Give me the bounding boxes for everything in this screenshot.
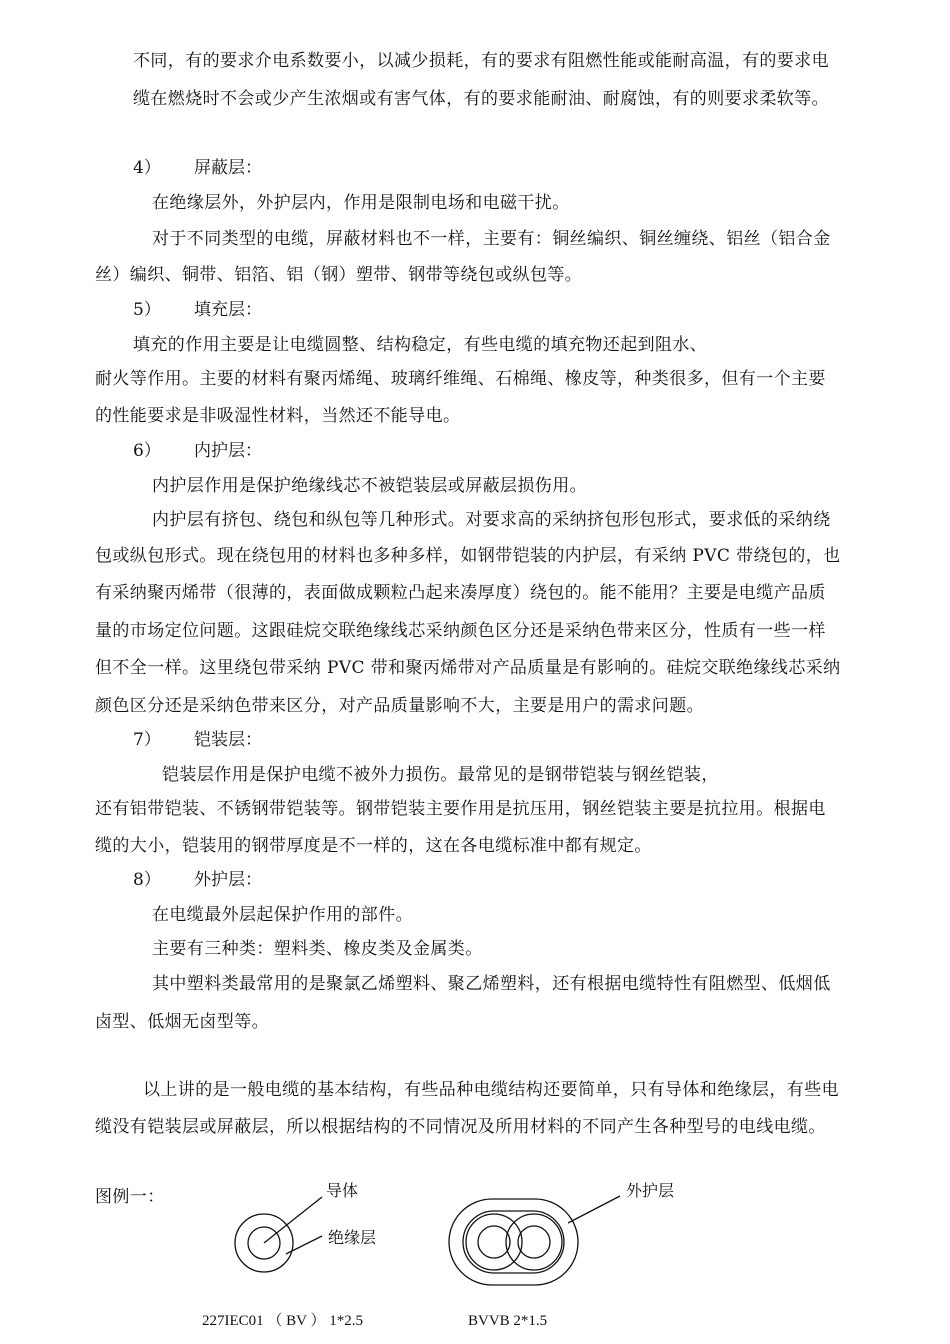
label-sheath: 外护层 [626,1181,675,1200]
paragraph-line: 缆的大小，铠装用的钢带厚度是不一样的，这在各电缆标准中都有规定。 [95,836,652,856]
paragraph-line: 还有铝带铠装、不锈钢带铠装等。钢带铠装主要作用是抗压用，钢丝铠装主要是抗拉用。根据电 [95,799,826,819]
paragraph-line: 内护层作用是保护绝缘线芯不被铠装层或屏蔽层损伤用。 [152,476,587,496]
core-2-conductor [518,1226,550,1258]
label-insulation: 绝缘层 [328,1228,377,1247]
paragraph-line: 颜色区分还是采纳色带来区分，对产品质量影响不大，主要是用户的需求问题。 [95,696,704,716]
label-conductor: 导体 [326,1181,359,1200]
section-number: 8） [133,870,161,890]
paragraph-line: 包或纵包形式。现在绕包用的材料也多种多样，如钢带铠装的内护层，有采纳 PVC 带绕包的，也 [95,546,841,566]
paragraph-line: 其中塑料类最常用的是聚氯乙烯塑料、聚乙烯塑料，还有根据电缆特性有阻燃型、低烟低 [152,974,831,994]
paragraph-line: 主要有三种类：塑料类、橡皮类及金属类。 [152,939,483,959]
section-number: 4） [133,158,161,178]
paragraph-line: 缆没有铠装层或屏蔽层，所以根据结构的不同情况及所用材料的不同产生各种型号的电线电缆。 [95,1117,826,1137]
section-heading: 屏蔽层： [194,158,262,178]
section-heading: 外护层： [194,870,262,890]
paragraph-line: 但不全一样。这里绕包带采纳 PVC 带和聚丙烯带对产品质量是有影响的。硅烷交联绝缘线芯采纳 [95,658,841,678]
outer-sheath [449,1199,578,1285]
section-number: 6） [133,441,161,461]
paragraph-line: 在电缆最外层起保护作用的部件。 [152,905,413,925]
paragraph-line: 量的市场定位问题。这跟硅烷交联绝缘线芯采纳颜色区分还是采纳色带来区分，性质有一些一样 [95,621,826,641]
cable-cross-section-diagram [0,1170,950,1290]
section-number: 7） [133,730,161,750]
paragraph-line: 的性能要求是非吸湿性材料，当然还不能导电。 [95,406,461,426]
figure-legend-label: 图例一： [95,1187,165,1207]
paragraph-line: 以上讲的是一般电缆的基本结构，有些品种电缆结构还要简单，只有导体和绝缘层，有些电 [143,1080,839,1100]
leader-line-sheath [568,1196,620,1223]
paragraph-line: 在绝缘层外，外护层内，作用是限制电场和电磁干扰。 [152,193,570,213]
bvvb-cable-icon [449,1196,620,1285]
section-number: 5） [133,300,161,320]
leader-line-conductor [264,1197,322,1243]
paragraph-line: 有采纳聚丙烯带（很薄的，表面做成颗粒凸起来凑厚度）绕包的。能不能用？主要是电缆产品质 [95,583,826,603]
paragraph-line: 卤型、低烟无卤型等。 [95,1012,269,1032]
bv-cable-icon [235,1197,322,1272]
paragraph-line: 缆在燃烧时不会或少产生浓烟或有害气体，有的要求能耐油、耐腐蚀，有的则要求柔软等。 [133,89,829,109]
caption-bvvb: BVVB 2*1.5 [468,1313,548,1329]
section-heading: 填充层： [194,300,262,320]
paragraph-line: 丝）编织、铜带、铝箔、铝（钢）塑带、钢带等绕包或纵包等。 [95,265,583,285]
paragraph-line: 耐火等作用。主要的材料有聚丙烯绳、玻璃纤维绳、石棉绳、橡皮等，种类很多，但有一个主要 [95,369,826,389]
paragraph-line: 不同，有的要求介电系数要小，以减少损耗，有的要求有阻燃性能或能耐高温，有的要求电 [133,51,829,71]
core-2-insulation [506,1214,562,1270]
paragraph-line: 对于不同类型的电缆，屏蔽材料也不一样，主要有：铜丝编织、铜丝缠绕、铝丝（铝合金 [152,229,831,249]
leader-line-insulation [286,1236,322,1254]
paragraph-line: 内护层有挤包、绕包和纵包等几种形式。对要求高的采纳挤包形包形式，要求低的采纳绕 [152,510,831,530]
paragraph-line: 铠装层作用是保护电缆不被外力损伤。最常见的是钢带铠装与钢丝铠装， [162,765,719,785]
caption-bv: 227IEC01 （ BV ） 1*2.5 [202,1313,363,1329]
paragraph-line: 填充的作用主要是让电缆圆整、结构稳定，有些电缆的填充物还起到阻水、 [133,335,708,355]
section-heading: 内护层： [194,441,262,461]
section-heading: 铠装层： [194,730,262,750]
core-1-conductor [478,1226,510,1258]
